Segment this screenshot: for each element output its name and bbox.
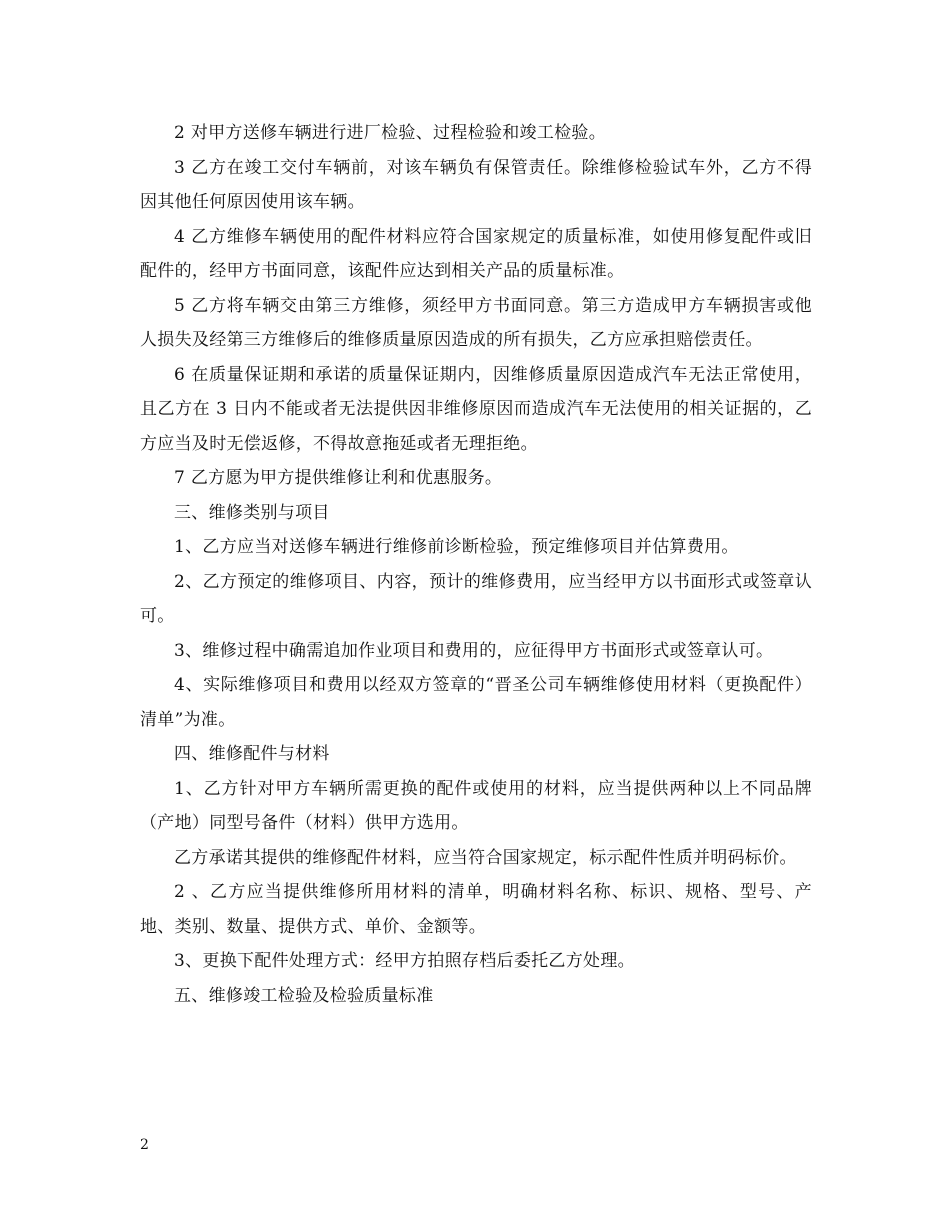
section-4-commitment: 乙方承诺其提供的维修配件材料，应当符合国家规定，标示配件性质并明码标价。 bbox=[174, 847, 797, 868]
section-4-item-1: 1、乙方针对甲方车辆所需更换的配件或使用的材料，应当提供两种以上不同品牌（产地）同型号备件（材料）供甲方选用。 bbox=[140, 778, 812, 833]
page-number: 2 bbox=[140, 1137, 149, 1153]
section-3-item-4: 4、实际维修项目和费用以经双方签章的“晋圣公司车辆维修使用材料（更换配件）清单”为准。 bbox=[140, 675, 812, 730]
section-3-item-3: 3、维修过程中确需追加作业项目和费用的，应征得甲方书面形式或签章认可。 bbox=[174, 640, 774, 661]
section-heading-4: 四、维修配件与材料 bbox=[174, 744, 330, 764]
section-3-item-1: 1、乙方应当对送修车辆进行维修前诊断检验，预定维修项目并估算费用。 bbox=[174, 537, 739, 557]
clause-7-discount: 7 乙方愿为甲方提供维修让利和优惠服务。 bbox=[174, 468, 503, 488]
clause-4-parts-standard: 4 乙方维修车辆使用的配件材料应符合国家规定的质量标准，如使用修复配件或旧配件的，经甲方书面同意，该配件应达到相关产品的质量标准。 bbox=[140, 226, 812, 281]
section-heading-3: 三、维修类别与项目 bbox=[174, 502, 330, 523]
clause-3-custody: 3 乙方在竣工交付车辆前，对该车辆负有保管责任。除维修检验试车外，乙方不得因其他任何原因使用该车辆。 bbox=[140, 157, 812, 212]
clause-5-third-party: 5 乙方将车辆交由第三方维修，须经甲方书面同意。第三方造成甲方车辆损害或他人损失及经第三方维修后的维修质量原因造成的所有损失，乙方应承担赔偿责任。 bbox=[140, 295, 812, 350]
clause-2-inspection: 2 对甲方送修车辆进行进厂检验、过程检验和竣工检验。 bbox=[174, 123, 607, 143]
document-body bbox=[140, 116, 812, 1013]
section-heading-5: 五、维修竣工检验及检验质量标准 bbox=[174, 985, 434, 1006]
clause-6-warranty: 6 在质量保证期和承诺的质量保证期内，因维修质量原因造成汽车无法正常使用，且乙方在 3 日内不能或者无法提供因非维修原因而造成汽车无法使用的相关证据的，乙方应当及时无偿返修，不得故意拖延或者无理拒绝。 bbox=[140, 364, 812, 454]
section-4-item-2: 2 、乙方应当提供维修所用材料的清单，明确材料名称、标识、规格、型号、产地、类别、数量、提供方式、单价、金额等。 bbox=[140, 882, 812, 937]
section-3-item-2: 2、乙方预定的维修项目、内容，预计的维修费用，应当经甲方以书面形式或签章认可。 bbox=[140, 571, 812, 626]
section-4-item-3: 3、更换下配件处理方式：经甲方拍照存档后委托乙方处理。 bbox=[174, 951, 635, 971]
